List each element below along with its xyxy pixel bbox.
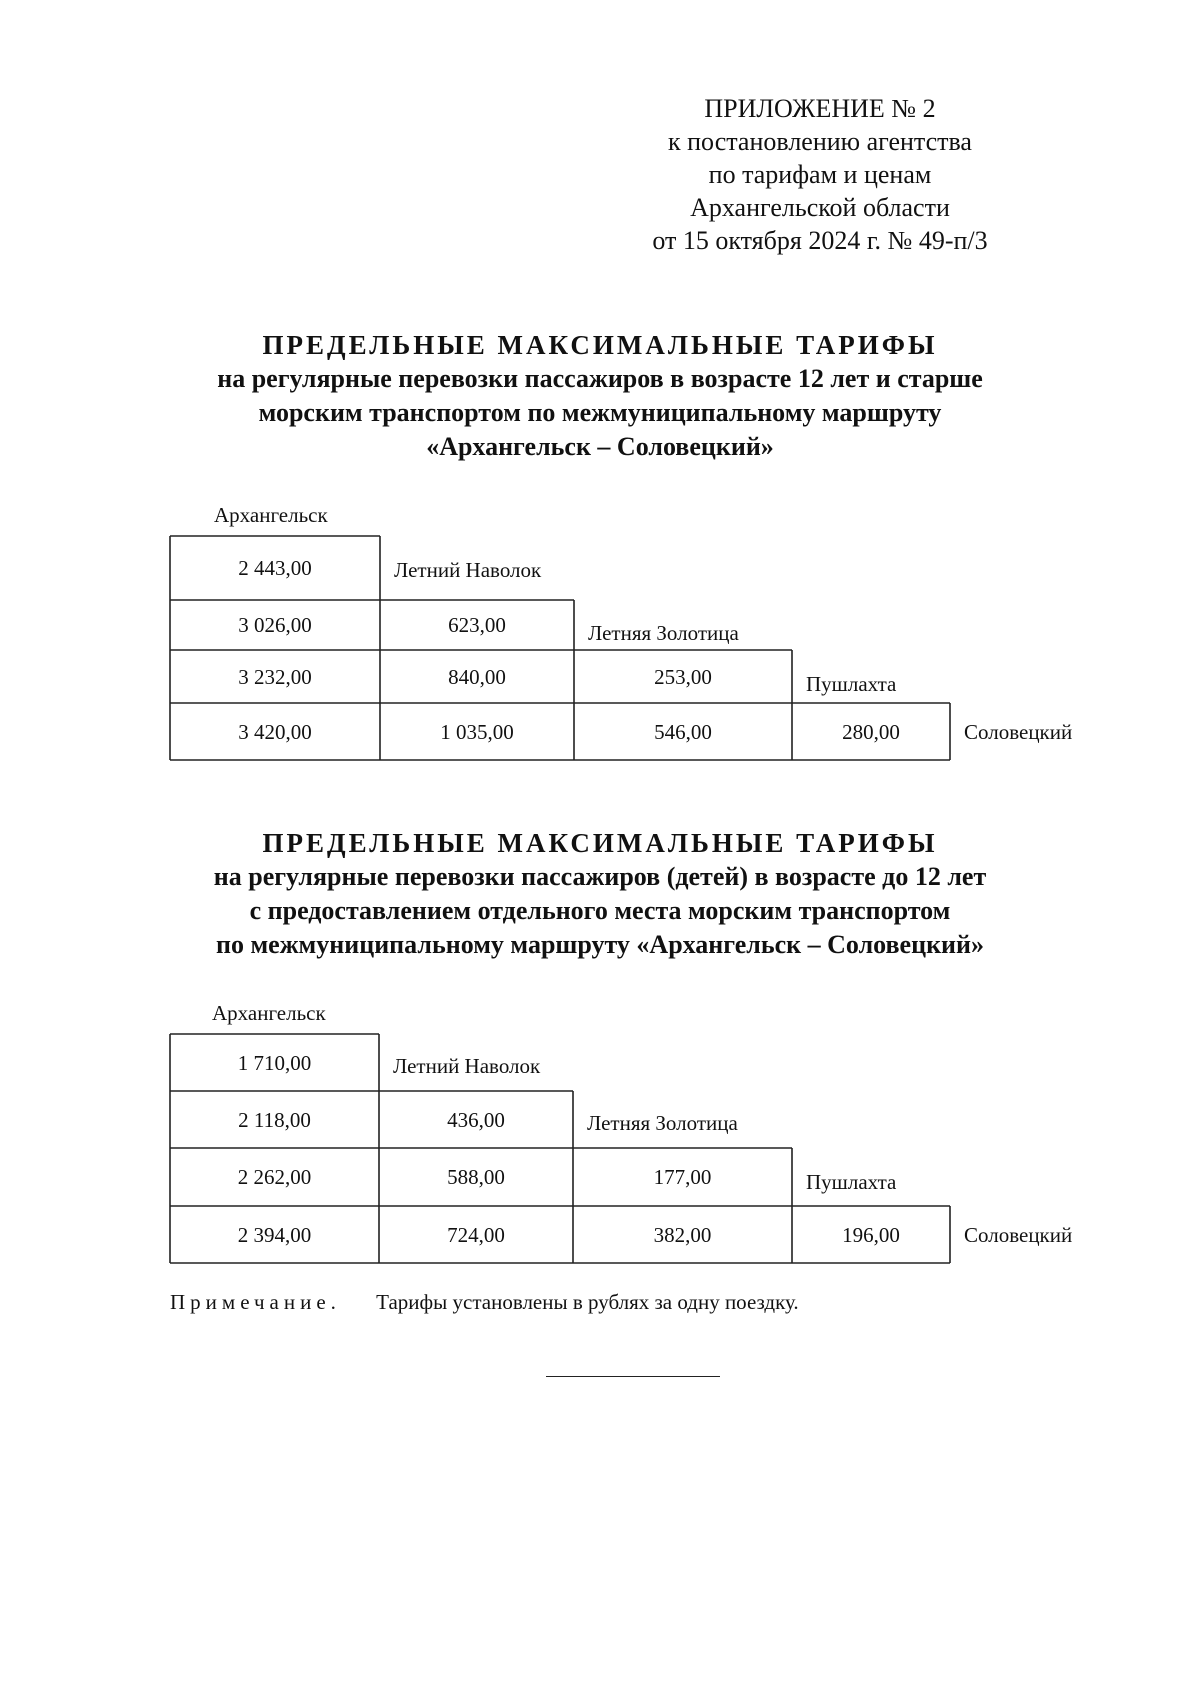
fare-cell: 2 118,00	[238, 1107, 311, 1132]
fare-cell: 3 026,00	[238, 613, 312, 637]
fare-cell: 546,00	[654, 719, 712, 744]
appendix-line: к постановлению агентства	[668, 127, 972, 156]
section1-title: ПРЕДЕЛЬНЫЕ МАКСИМАЛЬНЫЕ ТАРИФЫ	[262, 330, 938, 360]
fare-cell: 588,00	[447, 1165, 505, 1189]
stop-label: Пушлахта	[806, 671, 897, 696]
section2-subtitle-line: по межмуниципальному маршруту «Архангельск – Соловецкий»	[215, 930, 985, 959]
fare-cell: 2 394,00	[237, 1222, 312, 1247]
section2-subtitle-line: на регулярные перевозки пассажиров (детей) в возрасте до 12 лет	[213, 862, 987, 891]
fare-cell: 280,00	[842, 719, 900, 744]
fare-cell: 3 420,00	[238, 719, 312, 744]
fare-cell: 840,00	[448, 664, 506, 689]
fare-cell: 3 232,00	[238, 664, 312, 689]
closing-rule	[546, 1376, 720, 1377]
appendix-line: от 15 октября 2024 г. № 49-п/3	[652, 226, 988, 255]
section1-subtitle-line: морским транспортом по межмуниципальному маршруту	[258, 398, 942, 427]
stop-label: Летняя Золотица	[588, 621, 739, 645]
appendix-line: Архангельской области	[690, 193, 950, 222]
section1-subtitle-line: «Архангельск – Соловецкий»	[426, 432, 774, 461]
appendix-line: по тарифам и ценам	[708, 160, 932, 189]
fare-cell: 2 262,00	[237, 1165, 312, 1189]
fare-cell: 1 035,00	[440, 719, 514, 744]
stop-label: Летняя Золотица	[587, 1110, 738, 1135]
section1-title-block	[0, 328, 1200, 464]
section2-title-block	[0, 826, 1200, 962]
fare-cell: 623,00	[448, 613, 506, 637]
stop-label: Летний Наволок	[394, 558, 542, 582]
fare-cell: 436,00	[447, 1107, 505, 1132]
origin-stop-label: Архангельск	[214, 503, 328, 527]
footnote-text: Тарифы установлены в рублях за одну поездку.	[376, 1290, 799, 1314]
section1-subtitle-line: на регулярные перевозки пассажиров в возрасте 12 лет и старше	[217, 364, 983, 393]
section2-title: ПРЕДЕЛЬНЫЕ МАКСИМАЛЬНЫЕ ТАРИФЫ	[262, 828, 938, 858]
stop-label: Соловецкий	[964, 1222, 1073, 1247]
fare-cell: 382,00	[653, 1222, 712, 1247]
fare-cell: 2 443,00	[238, 556, 312, 580]
stop-label: Пушлахта	[806, 1170, 897, 1194]
footnote-label: Примечание.	[170, 1290, 341, 1314]
footnote	[170, 1290, 799, 1315]
stop-label: Летний Наволок	[393, 1053, 541, 1078]
section2-subtitle-line: с предоставлением отдельного места морским транспортом	[249, 896, 951, 925]
appendix-header	[600, 92, 1040, 257]
stop-label: Соловецкий	[964, 719, 1073, 744]
fare-cell: 196,00	[842, 1222, 900, 1247]
fare-cell: 253,00	[654, 664, 712, 689]
origin-stop-label: Архангельск	[212, 1001, 326, 1025]
fare-cell: 1 710,00	[237, 1050, 312, 1075]
fare-cell: 724,00	[447, 1222, 505, 1247]
fare-cell: 177,00	[653, 1165, 712, 1189]
appendix-line: ПРИЛОЖЕНИЕ № 2	[704, 94, 936, 123]
